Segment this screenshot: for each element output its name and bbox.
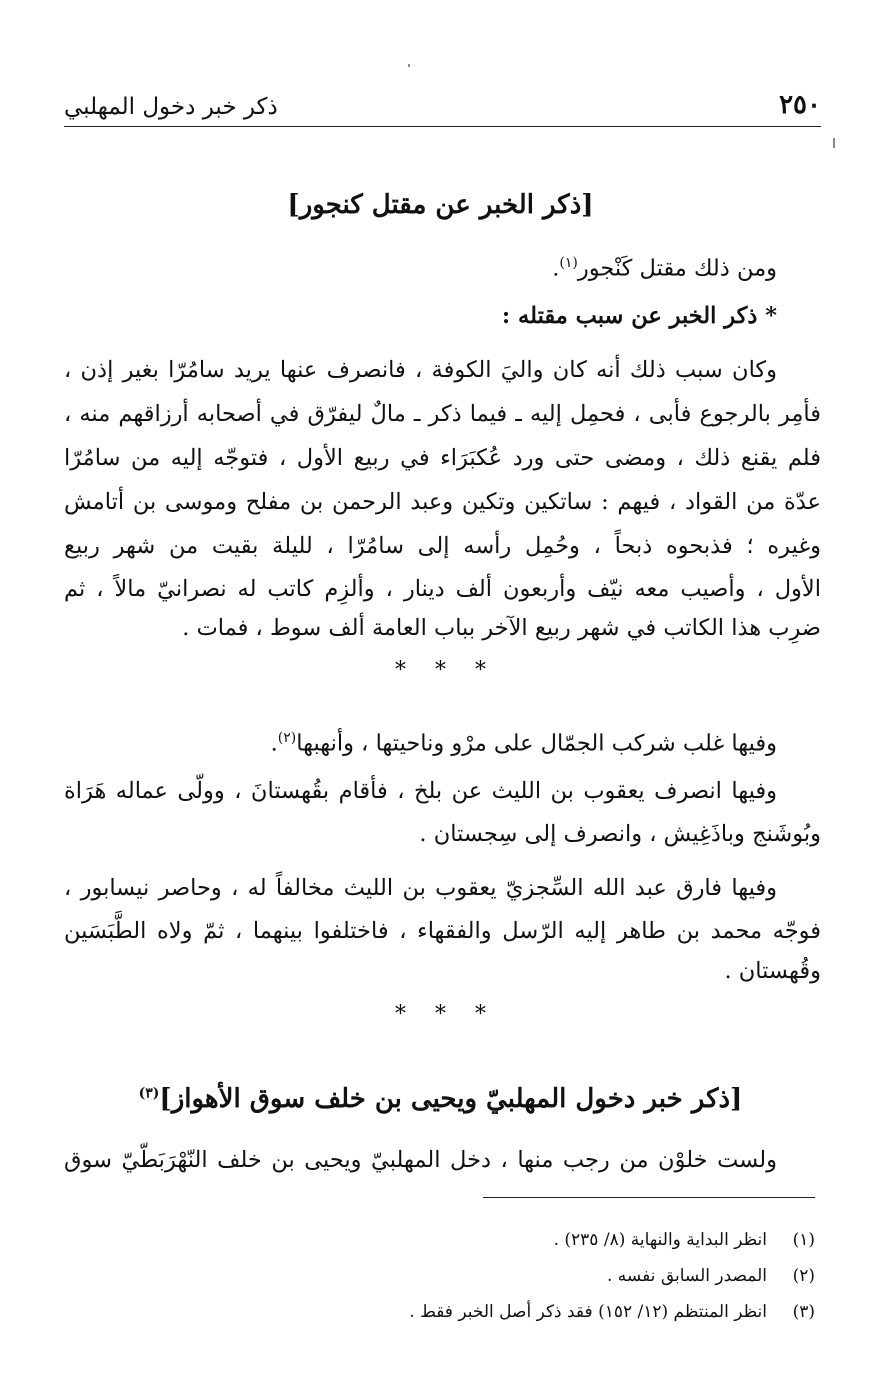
footnote-text: المصدر السابق نفسه . xyxy=(607,1266,767,1286)
paragraph-line: فوجّه محمد بن طاهر إليه الرّسل والفقهاء ، فاختلفوا بينهما ، ثمّ ولاه الطَّبَسَين xyxy=(64,918,821,944)
paragraph-line: وفيها فارق عبد الله السِّجزيّ يعقوب بن الليث مخالفاً له ، وحاصر نيسابور ، xyxy=(64,875,777,901)
footnote-text: انظر البداية والنهاية (٨/ ٢٣٥) . xyxy=(553,1230,767,1250)
footnote-ref-2: (٢) xyxy=(277,730,297,746)
paragraph-line: وكان سبب ذلك أنه كان واليَ الكوفة ، فانصرف عنها يريد سامُرّا بغير إذن ، xyxy=(64,357,777,383)
subheading-cause: * ذكر الخبر عن سبب مقتله : xyxy=(501,303,777,329)
paragraph-line: ولست خلوْن من رجب منها ، دخل المهلبيّ ويحيى بن خلف النّهْرَبَطّيّ سوق xyxy=(64,1147,777,1173)
footnote-rule xyxy=(483,1197,815,1198)
footnote-2 xyxy=(607,1266,815,1286)
paragraph-end: . xyxy=(270,730,278,757)
paragraph-line: ضرِب هذا الكاتب في شهر ربيع الآخر بباب العامة ألف سوط ، فمات . xyxy=(182,615,821,641)
paragraph-line: عدّة من القواد ، فيهم : ساتكين وتكين وعبد الرحمن بن مفلح وموسى بن أتامش xyxy=(64,489,821,515)
intro-line xyxy=(64,243,777,289)
section-heading-kanjur: [ذكر الخبر عن مقتل كنجور] xyxy=(287,190,594,220)
section-heading-muhallabi xyxy=(60,1084,821,1114)
paragraph-line: وقُهستان . xyxy=(724,958,821,984)
footnote-text: انظر المنتظم (١٢/ ١٥٢) فقد ذكر أصل الخبر فقط . xyxy=(409,1302,767,1322)
running-title: ذكر خبر دخول المهلبي xyxy=(64,94,278,120)
paragraph-line: الأول ، وأصيب معه نيّف وأربعون ألف دينار ، وألزِم كاتب له نصرانيّ مالاً ، ثم xyxy=(64,576,821,602)
intro-end: . xyxy=(552,255,560,282)
margin-mark-right xyxy=(833,138,835,148)
footnote-number: (٣) xyxy=(792,1302,815,1322)
intro-text: ومن ذلك مقتل كَنْجور xyxy=(577,255,777,282)
paragraph-marw xyxy=(64,718,777,764)
paragraph-line: فلم يقنع ذلك ، ومضى حتى ورد عُكبَرَاء في ربيع الأول ، فتوجّه إليه من سامُرّا xyxy=(64,445,821,471)
paragraph-text: وفيها غلب شركب الجمّال على مرْو وناحيتها ، وأنهبها xyxy=(296,730,777,757)
page-number: ٢٥٠ xyxy=(779,90,821,120)
footnote-3 xyxy=(409,1302,815,1322)
running-header xyxy=(64,84,821,127)
separator-stars: * * * xyxy=(395,1002,486,1027)
footnote-ref-1: (١) xyxy=(559,255,578,271)
footnote-number: (١) xyxy=(792,1230,815,1250)
footnote-1 xyxy=(554,1230,815,1250)
margin-mark-top xyxy=(408,64,410,67)
footnote-ref-3: (٣) xyxy=(138,1085,160,1102)
paragraph-line: فأمِر بالرجوع فأبى ، فحمِل إليه ـ فيما ذكر ـ مالٌ ليفرّق في أصحابه أرزاقهم منه ، xyxy=(64,401,821,427)
paragraph-line: وفيها انصرف يعقوب بن الليث عن بلخ ، فأقام بقُهستانَ ، وولّى عماله هَرَاة xyxy=(64,778,777,804)
footnote-number: (٢) xyxy=(792,1266,815,1286)
separator-stars: * * * xyxy=(395,658,486,683)
paragraph-line: وغيره ؛ فذبحوه ذبحاً ، وحُمِل رأسه إلى سامُرّا ، لليلة بقيت من شهر ربيع xyxy=(64,533,821,559)
heading-text: [ذكر خبر دخول المهلبيّ ويحيى بن خلف سوق الأهواز] xyxy=(159,1084,743,1114)
paragraph-line: وبُوشَنج وباذَغِيش ، وانصرف إلى سِجستان . xyxy=(419,821,821,847)
